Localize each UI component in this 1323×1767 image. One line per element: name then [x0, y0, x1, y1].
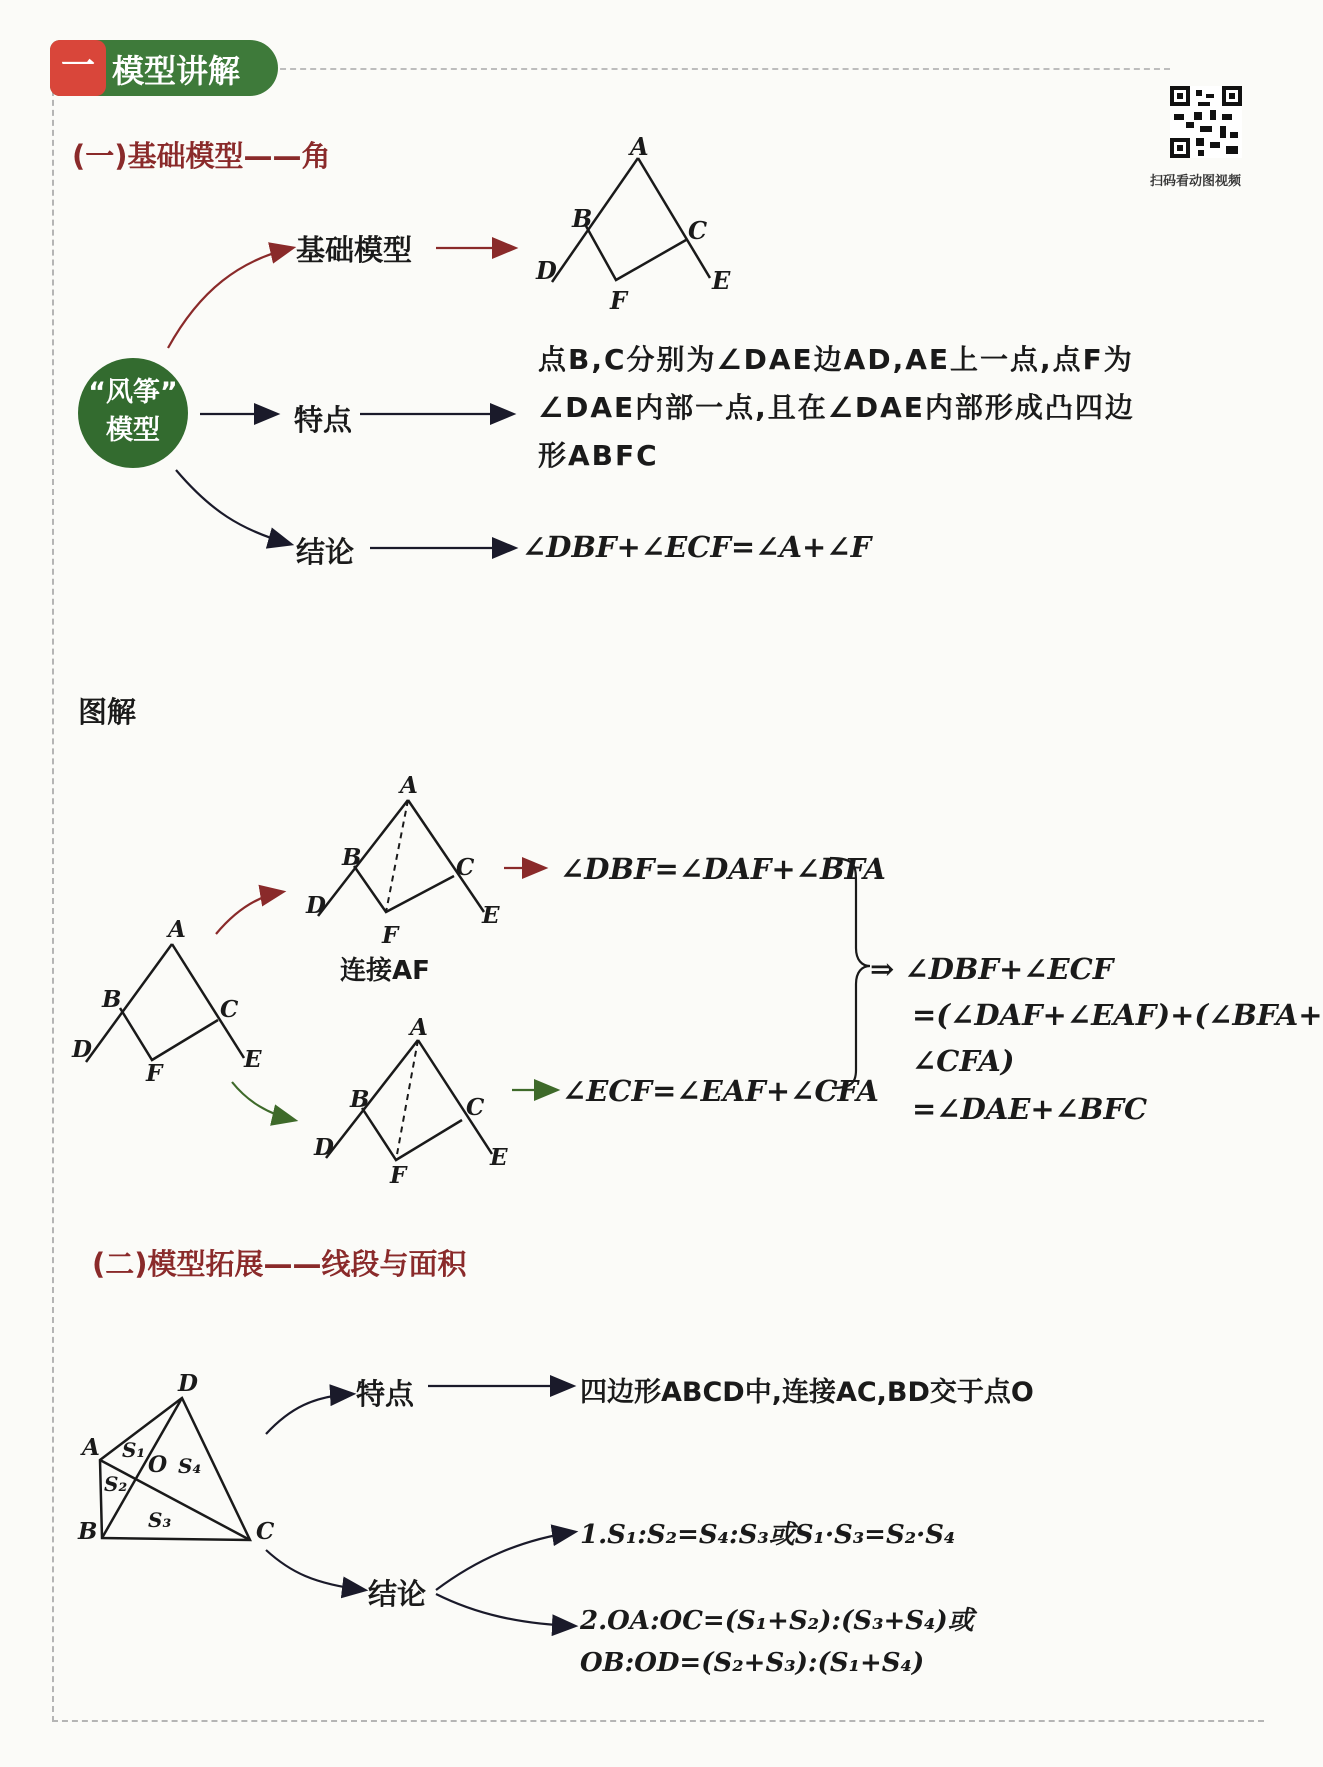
- quad-s3: S₃: [148, 1508, 172, 1532]
- equation-dbf: ∠DBF=∠DAF+∠BFA: [560, 852, 886, 886]
- section-number: 一: [50, 40, 106, 96]
- result-line1: ⇒ ∠DBF+∠ECF: [870, 952, 1114, 986]
- branch-basic-label: 基础模型: [296, 233, 413, 267]
- kite-node-line2: 模型: [106, 415, 160, 446]
- label-b: B: [572, 204, 593, 233]
- s2-feature-label: 特点: [356, 1377, 415, 1411]
- ill-top-b: B: [342, 844, 362, 871]
- ill-bot-b: B: [350, 1086, 370, 1113]
- equation-ecf: ∠ECF=∠EAF+∠CFA: [562, 1074, 879, 1108]
- conclusion-formula: ∠DBF+∠ECF=∠A+∠F: [522, 530, 872, 564]
- ill-main-d: D: [72, 1036, 92, 1063]
- illustration-bottom-diagram: [326, 1040, 492, 1160]
- branch-feature-label: 特点: [294, 403, 353, 437]
- section1-arrows: [168, 248, 514, 548]
- s2-conclusion-label: 结论: [368, 1577, 427, 1611]
- ill-main-a: A: [168, 916, 186, 943]
- feature-description: 点B,C分别为∠DAE边AD,AE上一点,点F为∠DAE内部一点,且在∠DAE内部形成凸四边形ABFC: [538, 343, 1135, 472]
- quad-b: B: [78, 1518, 98, 1545]
- quadrilateral-diagram: [100, 1398, 250, 1540]
- ill-main-f: F: [146, 1060, 163, 1087]
- ill-bot-d: D: [314, 1134, 334, 1161]
- illustration-title: 图解: [78, 695, 137, 729]
- label-c: C: [688, 216, 708, 245]
- result-line3: ∠CFA): [912, 1044, 1015, 1078]
- ill-main-c: C: [220, 996, 239, 1023]
- section2-title: (二)模型拓展——线段与面积: [92, 1247, 467, 1281]
- ill-top-a: A: [400, 772, 418, 799]
- ill-main-b: B: [102, 986, 122, 1013]
- quad-a: A: [82, 1434, 100, 1461]
- ill-main-e: E: [244, 1046, 262, 1073]
- s2-feature-text: 四边形ABCD中,连接AC,BD交于点O: [580, 1377, 1034, 1408]
- ill-bot-f: F: [390, 1162, 407, 1189]
- result-line4: =∠DAE+∠BFC: [912, 1092, 1148, 1126]
- section2-arrows: [266, 1386, 574, 1626]
- quad-c: C: [256, 1518, 275, 1545]
- ill-bot-e: E: [490, 1144, 508, 1171]
- ill-bot-c: C: [466, 1094, 485, 1121]
- ill-top-c: C: [456, 854, 475, 881]
- quad-s2: S₂: [104, 1472, 128, 1496]
- s2-conclusion2-line1: 2.OA:OC=(S₁+S₂):(S₃+S₄)或: [580, 1606, 974, 1636]
- ill-top-e: E: [482, 902, 500, 929]
- section1-title: (一)基础模型——角: [72, 139, 331, 173]
- ill-top-d: D: [306, 892, 326, 919]
- qr-caption: 扫码看动图视频: [1150, 174, 1242, 189]
- s2-conclusion1: 1.S₁:S₂=S₄:S₃或S₁·S₃=S₂·S₄: [580, 1520, 956, 1550]
- quad-o: O: [148, 1452, 168, 1478]
- basic-model-diagram: [552, 158, 710, 282]
- quad-s4: S₄: [178, 1454, 202, 1478]
- section-header-title: 模型讲解: [112, 52, 241, 90]
- kite-node-line1: “风筝”: [88, 377, 178, 408]
- quad-d: D: [178, 1370, 198, 1397]
- brace: [830, 858, 870, 1088]
- ill-bot-a: A: [410, 1014, 428, 1041]
- quad-s1: S₁: [122, 1438, 146, 1462]
- label-f: F: [610, 286, 628, 315]
- illustration-top-diagram: [318, 800, 484, 916]
- result-line2: =(∠DAF+∠EAF)+(∠BFA+: [912, 998, 1323, 1032]
- label-d: D: [536, 256, 557, 285]
- ill-top-f: F: [382, 922, 399, 949]
- s2-conclusion2-line2: OB:OD=(S₂+S₃):(S₁+S₄): [580, 1648, 925, 1678]
- branch-conclusion-label: 结论: [296, 535, 355, 569]
- label-a: A: [630, 132, 649, 161]
- label-e: E: [712, 266, 731, 295]
- illustration-main-diagram: [86, 944, 244, 1062]
- connect-af-caption: 连接AF: [340, 956, 430, 986]
